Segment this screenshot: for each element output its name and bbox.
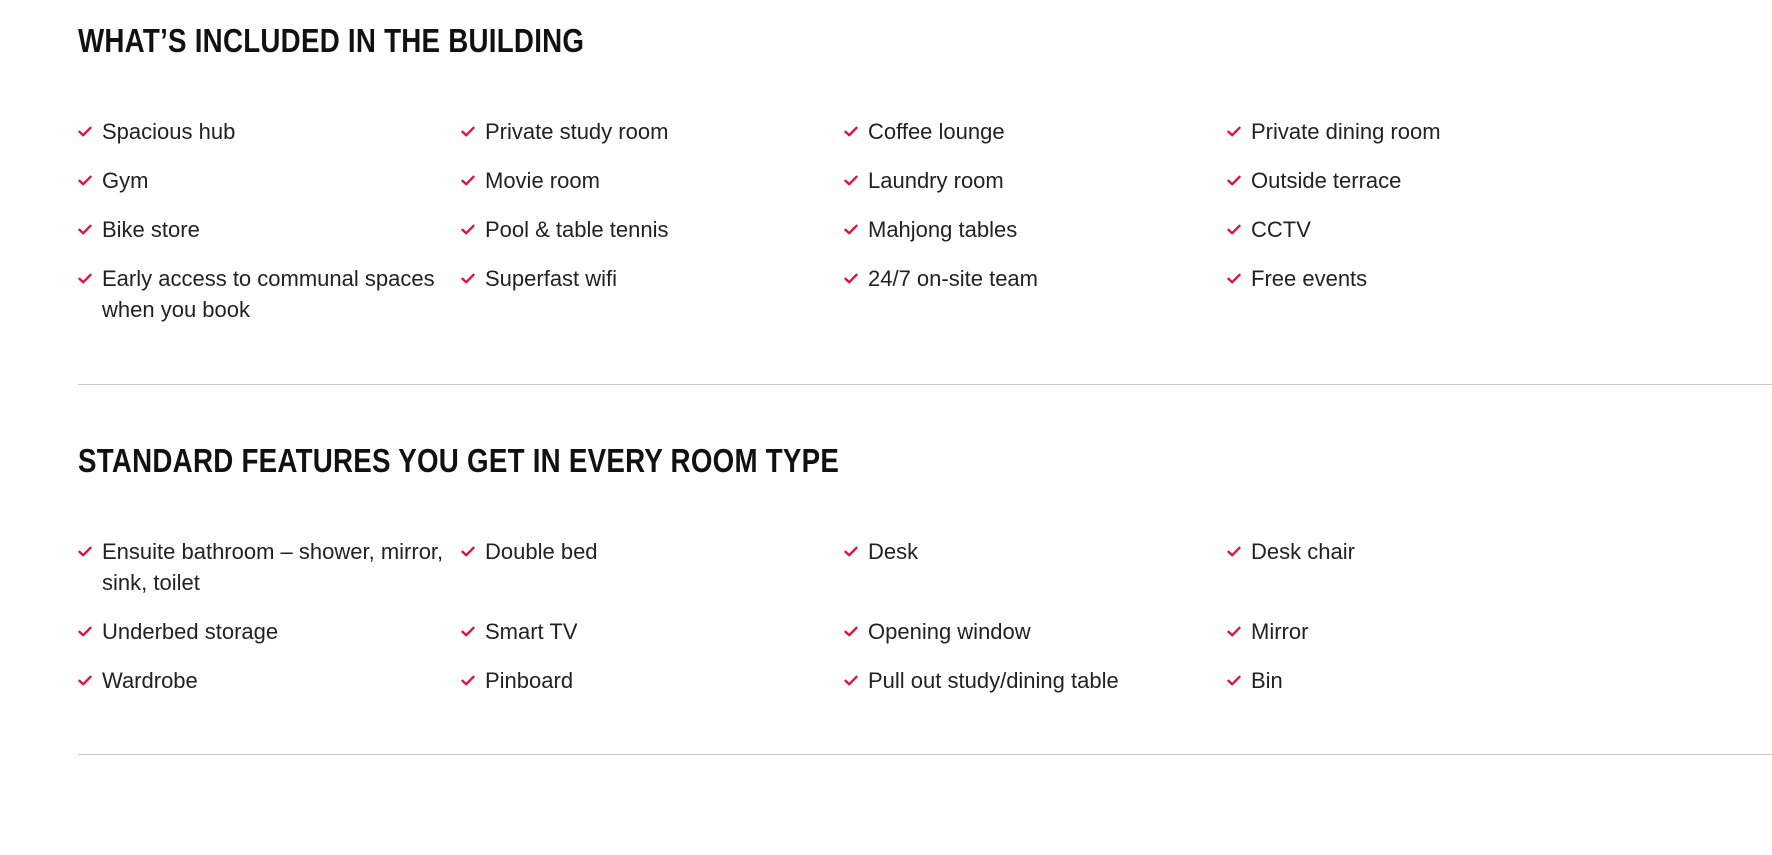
checkmark-icon — [461, 263, 485, 294]
feature-label: Desk chair — [1251, 539, 1355, 564]
feature-list-item — [1227, 214, 1610, 263]
checkmark-icon — [461, 616, 485, 647]
feature-list-item — [844, 665, 1227, 714]
feature-list-item — [78, 165, 461, 214]
feature-list-item — [844, 536, 1227, 616]
feature-list-item — [1227, 263, 1610, 343]
checkmark-icon — [844, 263, 868, 294]
checkmark-icon — [1227, 536, 1251, 567]
room-features-heading: STANDARD FEATURES YOU GET IN EVERY ROOM TYPE — [78, 442, 840, 479]
checkmark-icon — [78, 214, 102, 245]
feature-label: Underbed storage — [102, 619, 279, 644]
feature-label: Spacious hub — [102, 119, 236, 144]
feature-label: Smart TV — [485, 619, 578, 644]
feature-list-item — [78, 616, 461, 665]
feature-label: Free events — [1251, 266, 1368, 291]
feature-label: Laundry room — [868, 168, 1004, 193]
checkmark-icon — [78, 665, 102, 696]
room-section-divider — [78, 754, 1772, 755]
checkmark-icon — [78, 116, 102, 147]
checkmark-icon — [78, 536, 102, 567]
feature-list-item — [1227, 165, 1610, 214]
checkmark-icon — [78, 165, 102, 196]
feature-list-item — [78, 665, 461, 714]
checkmark-icon — [1227, 116, 1251, 147]
feature-label: Private study room — [485, 119, 669, 144]
room-features-list — [78, 536, 1610, 714]
feature-label: Wardrobe — [102, 668, 198, 693]
feature-list-item — [461, 116, 844, 165]
checkmark-icon — [1227, 214, 1251, 245]
feature-list-item — [461, 263, 844, 343]
feature-list-item — [1227, 665, 1610, 714]
feature-label: Mirror — [1251, 619, 1309, 644]
checkmark-icon — [1227, 263, 1251, 294]
checkmark-icon — [78, 263, 102, 294]
feature-label: Pool & table tennis — [485, 217, 669, 242]
feature-list-item — [844, 165, 1227, 214]
feature-list-item — [1227, 116, 1610, 165]
checkmark-icon — [844, 214, 868, 245]
feature-list-item — [1227, 616, 1610, 665]
feature-label: Coffee lounge — [868, 119, 1005, 144]
feature-label: Superfast wifi — [485, 266, 618, 291]
checkmark-icon — [844, 116, 868, 147]
feature-label: Outside terrace — [1251, 168, 1402, 193]
feature-list-item — [844, 214, 1227, 263]
checkmark-icon — [78, 616, 102, 647]
feature-list-item — [844, 616, 1227, 665]
feature-list-item — [461, 214, 844, 263]
feature-label: Pull out study/dining table — [868, 668, 1119, 693]
feature-list-item — [461, 165, 844, 214]
feature-label: Bike store — [102, 217, 200, 242]
feature-label: Desk — [868, 539, 919, 564]
checkmark-icon — [844, 616, 868, 647]
checkmark-icon — [461, 165, 485, 196]
feature-label: Early access to communal spaces when you book — [102, 266, 435, 322]
feature-list-item — [844, 263, 1227, 343]
checkmark-icon — [1227, 665, 1251, 696]
feature-label: Pinboard — [485, 668, 574, 693]
checkmark-icon — [844, 165, 868, 196]
feature-list-item — [78, 214, 461, 263]
checkmark-icon — [844, 536, 868, 567]
feature-label: Mahjong tables — [868, 217, 1018, 242]
checkmark-icon — [844, 665, 868, 696]
feature-list-item — [78, 536, 461, 616]
checkmark-icon — [461, 665, 485, 696]
feature-label: Bin — [1251, 668, 1283, 693]
feature-list-item — [1227, 536, 1610, 616]
building-section-divider — [78, 384, 1772, 385]
building-amenities-list — [78, 116, 1610, 343]
building-amenities-heading: WHAT’S INCLUDED IN THE BUILDING — [78, 22, 585, 59]
checkmark-icon — [1227, 616, 1251, 647]
feature-list-item — [461, 616, 844, 665]
feature-list-item — [844, 116, 1227, 165]
feature-list-item — [461, 536, 844, 616]
feature-list-item — [78, 116, 461, 165]
feature-label: CCTV — [1251, 217, 1311, 242]
feature-label: Private dining room — [1251, 119, 1441, 144]
checkmark-icon — [461, 536, 485, 567]
feature-list-item — [78, 263, 461, 343]
feature-list-item — [461, 665, 844, 714]
checkmark-icon — [461, 214, 485, 245]
feature-label: 24/7 on-site team — [868, 266, 1038, 291]
feature-label: Double bed — [485, 539, 598, 564]
feature-label: Gym — [102, 168, 149, 193]
feature-label: Ensuite bathroom – shower, mirror, sink, toilet — [102, 539, 444, 595]
feature-label: Opening window — [868, 619, 1031, 644]
checkmark-icon — [461, 116, 485, 147]
checkmark-icon — [1227, 165, 1251, 196]
feature-label: Movie room — [485, 168, 600, 193]
